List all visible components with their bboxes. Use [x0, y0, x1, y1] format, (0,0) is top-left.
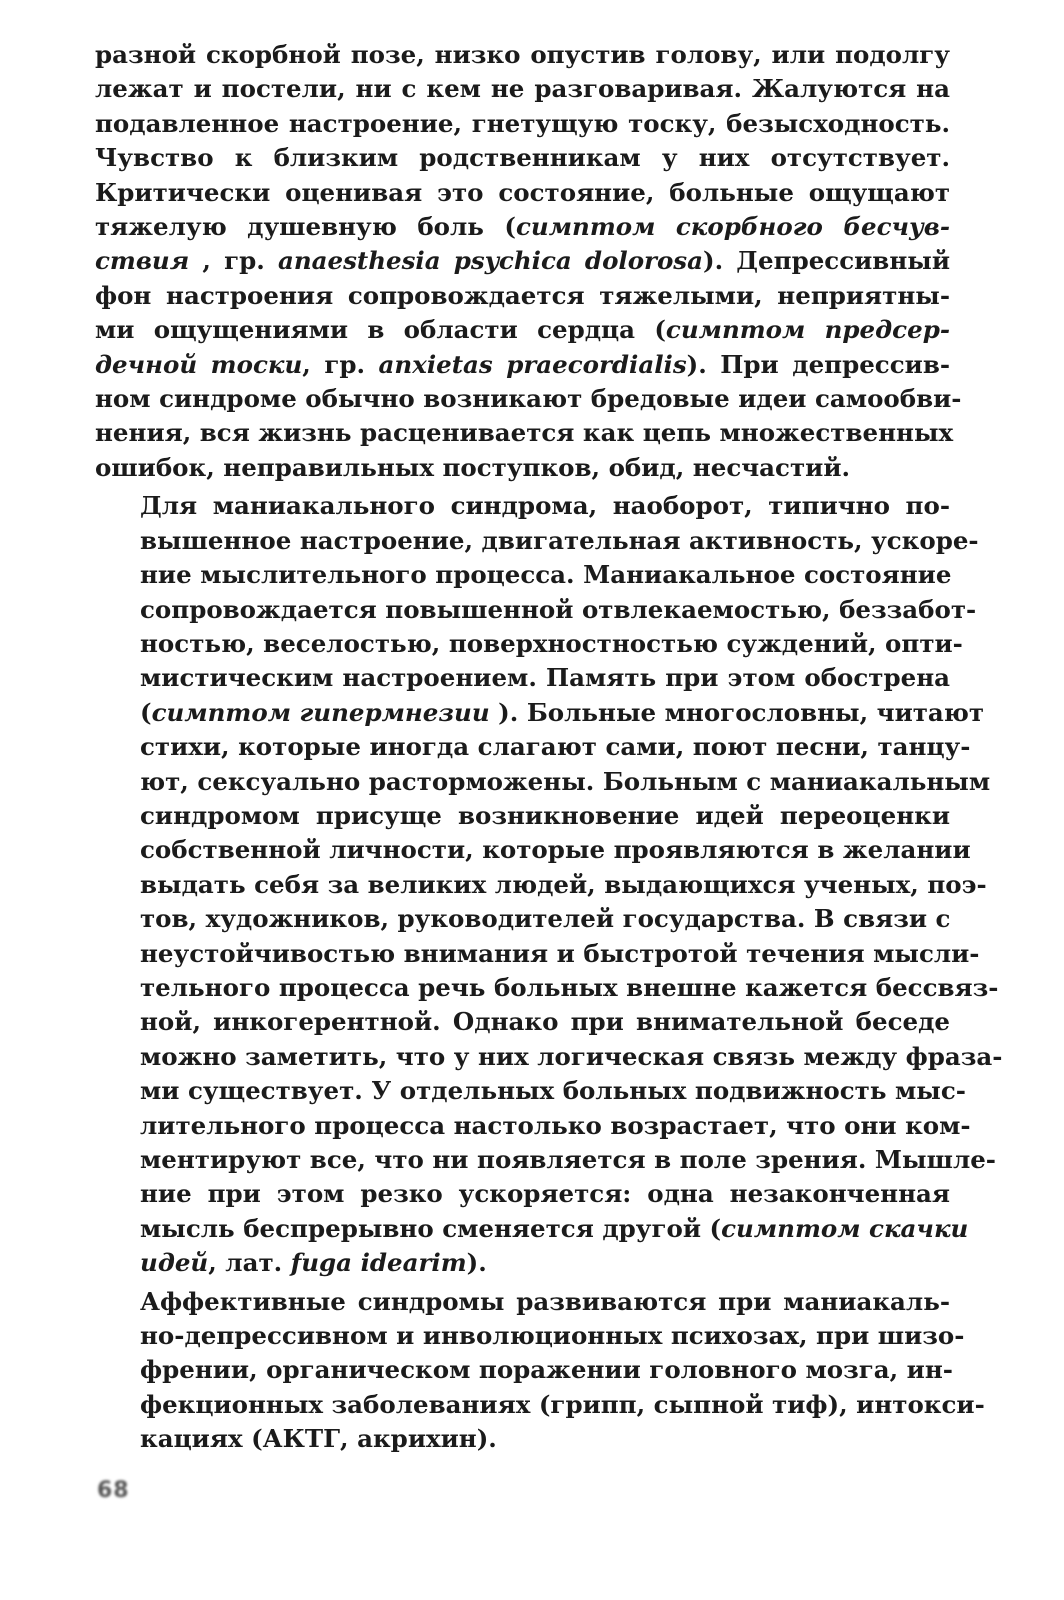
- text-line: [95, 382, 962, 416]
- paragraph: [95, 1285, 985, 1457]
- text-line: [95, 765, 991, 799]
- text-run: Аффективные синдромы развиваются при маниакаль-: [140, 1286, 950, 1316]
- text-run: Критически оценивая это состояние, больные ощущают: [95, 177, 950, 207]
- text-line: [95, 730, 971, 764]
- text-run: выдать себя за великих людей, выдающихся ученых, поэ-: [140, 869, 987, 899]
- text-line: [95, 627, 963, 661]
- text-run: разной скорбной позе, низко опустив голову, или подолгу: [95, 40, 950, 69]
- italic-text: anxietas praecordialis: [378, 349, 687, 379]
- italic-text: симптом скорбного бесчув-: [516, 212, 950, 242]
- text-run: ном синдроме обычно возникают бредовые идеи самообви-: [95, 384, 962, 414]
- text-line: [95, 1143, 996, 1177]
- text-run: мистическим настроением. Память при этом обострена: [140, 663, 950, 693]
- text-line: [95, 696, 985, 730]
- text-run: ми ощущениями в области сердца (: [95, 315, 666, 345]
- text-line: [95, 1005, 950, 1039]
- text-line: [95, 348, 950, 382]
- text-run: можно заметить, что у них логическая связь между фраза-: [140, 1041, 1003, 1071]
- text-run: неустойчивостью внимания и быстротой течения мысли-: [140, 938, 980, 968]
- text-line: [95, 868, 987, 902]
- text-run: ошибок, неправильных поступков, обид, несчастий.: [95, 452, 851, 482]
- italic-text: симптом скачки: [721, 1213, 969, 1243]
- text-line: [95, 1353, 953, 1387]
- italic-text: anaesthesia psychica dolorosa: [277, 246, 703, 276]
- text-line: [95, 833, 971, 867]
- text-run: ). Больные многословны, читают: [489, 697, 985, 727]
- text-line: [95, 1285, 950, 1319]
- text-run: собственной личности, которые проявляются в желании: [140, 835, 971, 865]
- italic-text: fuga idearim: [290, 1248, 467, 1278]
- text-run: тяжелую душевную боль (: [95, 212, 517, 242]
- text-line: [95, 1212, 969, 1246]
- text-line: [95, 971, 999, 1005]
- text-run: нения, вся жизнь расценивается как цепь множественных: [95, 418, 954, 448]
- book-page-body: [95, 38, 1003, 1457]
- text-line: [95, 1319, 965, 1353]
- text-line: [95, 210, 950, 244]
- text-line: [95, 176, 950, 210]
- text-run: ют, сексуально расторможены. Больным с маниакальным: [140, 766, 991, 796]
- text-run: лительного процесса настолько возрастает, что они ком-: [140, 1110, 971, 1140]
- text-run: Чувство к близким родственникам у них отсутствует.: [95, 143, 950, 173]
- text-line: [95, 1074, 966, 1108]
- text-run: подавленное настроение, гнетущую тоску, безысходность.: [95, 108, 950, 138]
- text-run: ми существует. У отдельных больных подвижность мыс-: [140, 1076, 966, 1106]
- text-run: но-депрессивном и инволюционных психозах, при шизо-: [140, 1321, 965, 1351]
- text-run: ние при этом резко ускоряется: одна незаконченная: [140, 1179, 950, 1209]
- text-run: фекционных заболеваниях (грипп, сыпной тиф), интокси-: [140, 1389, 985, 1419]
- paragraph: [95, 489, 1003, 1280]
- text-line: [95, 902, 950, 936]
- text-line: [95, 416, 954, 450]
- text-run: вышенное настроение, двигательная активность, ускоре-: [140, 525, 979, 555]
- text-run: мысль беспрерывно сменяется другой (: [140, 1213, 722, 1243]
- text-run: ).: [466, 1248, 487, 1278]
- text-line: [95, 524, 979, 558]
- text-line: [95, 279, 950, 313]
- text-line: [95, 1422, 950, 1456]
- text-run: тельного процесса речь больных внешне кажется бессвяз-: [140, 972, 999, 1002]
- text-line: [95, 661, 950, 695]
- text-run: стихи, которые иногда слагают сами, поют песни, танцу-: [140, 732, 971, 762]
- italic-text: симптом гипермнезии: [151, 697, 490, 727]
- text-line: [95, 1246, 950, 1280]
- text-run: ). При депрессив-: [686, 349, 951, 379]
- text-line: [95, 1177, 950, 1211]
- italic-text: дечной тоски: [95, 349, 303, 379]
- text-line: [95, 593, 977, 627]
- text-run: лежат и постели, ни с кем не разговаривая. Жалуются на: [95, 74, 950, 104]
- text-run: синдромом присуще возникновение идей переоценки: [140, 800, 950, 830]
- text-run: ной, инкогерентной. Однако при внимательной беседе: [140, 1007, 950, 1037]
- text-run: ). Депрессивный: [702, 246, 950, 276]
- text-run: френии, органическом поражении головного мозга, ин-: [140, 1355, 953, 1385]
- text-run: тов, художников, руководителей государства. В связи с: [140, 904, 951, 934]
- text-line: [95, 38, 950, 72]
- text-line: [95, 1040, 1003, 1074]
- text-line: [95, 451, 950, 485]
- text-line: [95, 313, 950, 347]
- text-run: кациях (АКТГ, акрихин).: [140, 1424, 497, 1454]
- text-run: фон настроения сопровождается тяжелыми, неприятны-: [95, 280, 950, 310]
- text-run: , гр.: [189, 246, 278, 276]
- text-run: ние мыслительного процесса. Маниакальное состояние: [140, 560, 952, 590]
- text-line: [95, 558, 950, 592]
- italic-text: идей: [140, 1248, 209, 1278]
- text-line: [95, 72, 950, 106]
- italic-text: ствия: [95, 246, 190, 276]
- text-run: сопровождается повышенной отвлекаемостью, беззабот-: [140, 594, 977, 624]
- text-line: [95, 244, 950, 278]
- text-run: Для маниакального синдрома, наоборот, типично по-: [140, 491, 950, 521]
- page-number: 68: [97, 1478, 130, 1503]
- text-line: [95, 799, 950, 833]
- text-line: [95, 1109, 971, 1143]
- text-line: [95, 489, 950, 523]
- text-run: ментируют все, что ни появляется в поле зрения. Мышле-: [140, 1145, 996, 1174]
- text-line: [95, 141, 950, 175]
- text-run: , гр.: [302, 349, 379, 379]
- text-run: , лат.: [208, 1248, 291, 1278]
- text-line: [95, 1388, 985, 1422]
- text-line: [95, 107, 950, 141]
- italic-text: симптом предсер-: [665, 315, 950, 345]
- text-run: ностью, веселостью, поверхностностью суждений, опти-: [140, 628, 963, 658]
- text-run: (: [140, 697, 152, 727]
- paragraph: [95, 38, 962, 485]
- text-line: [95, 937, 980, 971]
